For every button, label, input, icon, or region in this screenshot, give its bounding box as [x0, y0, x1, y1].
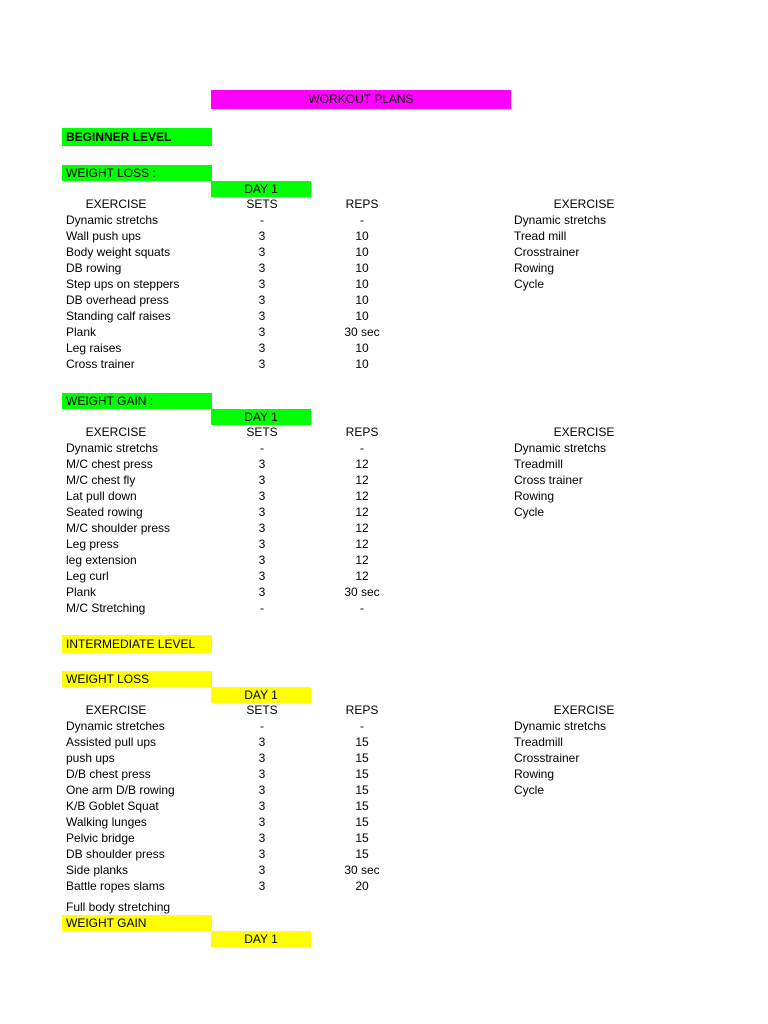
table-row [0, 831, 768, 847]
cardio-exercise: Treadmill [514, 457, 563, 471]
reps-value: 15 [355, 751, 369, 765]
sets-value: 3 [258, 831, 266, 845]
exercise-name: Seated rowing [66, 505, 143, 519]
reps-value: 10 [355, 341, 369, 355]
exercise-name: M/C chest fly [66, 473, 136, 487]
reps-value: 10 [355, 293, 369, 307]
table-row [0, 293, 768, 309]
table-row [0, 245, 768, 261]
exercise-name: M/C Stretching [66, 601, 146, 615]
sets-header: SETS [246, 425, 278, 439]
table-row [0, 457, 768, 473]
exercise-name: Body weight squats [66, 245, 171, 259]
exercise-name: Pelvic bridge [66, 831, 135, 845]
table-row [0, 325, 768, 341]
sets-value: 3 [258, 735, 266, 749]
cardio-exercise: Crosstrainer [514, 245, 580, 259]
sets-value: 3 [258, 309, 266, 323]
sets-value: 3 [258, 569, 266, 583]
cardio-exercise: Cycle [514, 783, 545, 797]
exercise-name: Dynamic stretchs [66, 213, 159, 227]
exercise-name: Plank [66, 585, 97, 599]
cardio-exercise: Crosstrainer [514, 751, 580, 765]
intermediate-weight-gain-day: DAY 1 [211, 931, 311, 947]
cardio-exercise: Dynamic stretchs [514, 441, 607, 455]
sets-value: 3 [258, 751, 266, 765]
reps-value: 12 [355, 457, 369, 471]
exercise-name: M/C chest press [66, 457, 153, 471]
table-row [0, 863, 768, 879]
reps-value: 12 [355, 505, 369, 519]
sets-value: 3 [258, 799, 266, 813]
reps-value: 15 [355, 831, 369, 845]
exercise-name: Leg press [66, 537, 119, 551]
reps-value: 15 [355, 847, 369, 861]
reps-header: REPS [345, 425, 379, 439]
sets-value: 3 [258, 277, 266, 291]
table-header [0, 425, 768, 441]
exercise-name: Lat pull down [66, 489, 137, 503]
table-row [0, 229, 768, 245]
intermediate-weight-loss-label: WEIGHT LOSS [62, 671, 212, 687]
intermediate-weight-loss-day: DAY 1 [211, 687, 311, 703]
reps-value: - [360, 213, 364, 227]
exercise-header: EXERCISE [85, 703, 147, 717]
exercise-name: Side planks [66, 863, 129, 877]
cardio-exercise: Tread mill [514, 229, 567, 243]
reps-value: 10 [355, 261, 369, 275]
exercise-name: Standing calf raises [66, 309, 171, 323]
table-row [0, 261, 768, 277]
table-row [0, 505, 768, 521]
cardio-exercise: Rowing [514, 767, 555, 781]
reps-value: 30 sec [344, 585, 380, 599]
beginner-weight-gain-label: WEIGHT GAIN : [62, 393, 212, 409]
reps-value: 10 [355, 277, 369, 291]
exercise-header: EXERCISE [85, 197, 147, 211]
reps-value: - [360, 601, 364, 615]
sets-value: - [260, 719, 264, 733]
table-row [0, 719, 768, 735]
sets-value: 3 [258, 553, 266, 567]
reps-value: 15 [355, 783, 369, 797]
sets-value: 3 [258, 783, 266, 797]
table-row [0, 489, 768, 505]
table-row [0, 277, 768, 293]
reps-value: 15 [355, 767, 369, 781]
reps-value: 15 [355, 735, 369, 749]
beginner-weight-gain-day: DAY 1 [211, 409, 311, 425]
exercise-name: leg extension [66, 553, 137, 567]
sets-header: SETS [246, 197, 278, 211]
exercise-name: Cross trainer [66, 357, 135, 371]
reps-value: 15 [355, 815, 369, 829]
beginner-weight-loss-day: DAY 1 [211, 181, 311, 197]
cardio-exercise: Cycle [514, 505, 545, 519]
sets-value: 3 [258, 457, 266, 471]
table-row [0, 309, 768, 325]
cardio-exercise: Cross trainer [514, 473, 583, 487]
reps-value: 12 [355, 473, 369, 487]
table-header [0, 703, 768, 719]
sets-value: 3 [258, 585, 266, 599]
cardio-exercise: Rowing [514, 261, 555, 275]
reps-value: 10 [355, 309, 369, 323]
exercise-name: Dynamic stretchs [66, 441, 159, 455]
sets-value: 3 [258, 537, 266, 551]
sets-value: 3 [258, 489, 266, 503]
exercise-name: Walking lunges [66, 815, 147, 829]
cardio-header: EXERCISE [553, 197, 615, 211]
exercise-name: Dynamic stretches [66, 719, 165, 733]
reps-value: 12 [355, 489, 369, 503]
reps-value: 12 [355, 569, 369, 583]
table-row [0, 213, 768, 229]
table-row [0, 569, 768, 585]
reps-value: 12 [355, 537, 369, 551]
table-row [0, 735, 768, 751]
sets-value: 3 [258, 229, 266, 243]
exercise-name: Leg curl [66, 569, 109, 583]
exercise-name: Step ups on steppers [66, 277, 180, 291]
sets-value: - [260, 441, 264, 455]
reps-value: 10 [355, 229, 369, 243]
sets-value: 3 [258, 815, 266, 829]
table-row [0, 341, 768, 357]
cardio-exercise: Dynamic stretchs [514, 719, 607, 733]
exercise-name: DB rowing [66, 261, 122, 275]
table-row [0, 879, 768, 895]
sets-value: 3 [258, 245, 266, 259]
reps-header: REPS [345, 703, 379, 717]
table-row [0, 751, 768, 767]
beginner-weight-loss-label: WEIGHT LOSS : [62, 165, 212, 181]
exercise-name: One arm D/B rowing [66, 783, 175, 797]
exercise-name: Wall push ups [66, 229, 141, 243]
table-row [0, 601, 768, 617]
sets-value: 3 [258, 521, 266, 535]
sets-value: 3 [258, 767, 266, 781]
exercise-header: EXERCISE [85, 425, 147, 439]
exercise-name: D/B chest press [66, 767, 151, 781]
cardio-header: EXERCISE [553, 425, 615, 439]
page-title: WORKOUT PLANS [211, 90, 511, 109]
table-row [0, 799, 768, 815]
exercise-name: M/C shoulder press [66, 521, 171, 535]
beginner-level-label: BEGINNER LEVEL [62, 128, 212, 146]
sets-value: - [260, 213, 264, 227]
reps-value: - [360, 441, 364, 455]
reps-value: 30 sec [344, 325, 380, 339]
sets-value: 3 [258, 473, 266, 487]
cardio-exercise: Dynamic stretchs [514, 213, 607, 227]
exercise-name: push ups [66, 751, 115, 765]
reps-value: 10 [355, 357, 369, 371]
exercise-name: Leg raises [66, 341, 122, 355]
sets-value: 3 [258, 341, 266, 355]
intermediate-level-label: INTERMEDIATE LEVEL [62, 635, 212, 653]
reps-value: 15 [355, 799, 369, 813]
table-header [0, 197, 768, 213]
reps-value: 12 [355, 521, 369, 535]
table-row [0, 767, 768, 783]
sets-value: 3 [258, 293, 266, 307]
table-row [0, 473, 768, 489]
reps-value: 30 sec [344, 863, 380, 877]
sets-value: 3 [258, 261, 266, 275]
exercise-name: DB shoulder press [66, 847, 165, 861]
exercise-name: Assisted pull ups [66, 735, 157, 749]
reps-value: 10 [355, 245, 369, 259]
sets-value: 3 [258, 325, 266, 339]
sets-value: 3 [258, 879, 266, 893]
exercise-name: DB overhead press [66, 293, 169, 307]
table-row [0, 783, 768, 799]
table-row [0, 357, 768, 373]
cardio-exercise: Rowing [514, 489, 555, 503]
sets-value: - [260, 601, 264, 615]
reps-header: REPS [345, 197, 379, 211]
table-row [0, 521, 768, 537]
cardio-exercise: Treadmill [514, 735, 563, 749]
closing-stretch: Full body stretching [66, 900, 171, 914]
table-row [0, 441, 768, 457]
reps-value: - [360, 719, 364, 733]
table-row [0, 553, 768, 569]
exercise-name: Battle ropes slams [66, 879, 165, 893]
cardio-header: EXERCISE [553, 703, 615, 717]
sets-value: 3 [258, 505, 266, 519]
table-row [0, 585, 768, 601]
reps-value: 20 [355, 879, 369, 893]
table-row [0, 847, 768, 863]
reps-value: 12 [355, 553, 369, 567]
sets-header: SETS [246, 703, 278, 717]
table-row [0, 537, 768, 553]
table-row [0, 815, 768, 831]
sets-value: 3 [258, 847, 266, 861]
intermediate-weight-gain-label: WEIGHT GAIN [62, 915, 212, 931]
cardio-exercise: Cycle [514, 277, 545, 291]
exercise-name: Plank [66, 325, 97, 339]
sets-value: 3 [258, 863, 266, 877]
sets-value: 3 [258, 357, 266, 371]
exercise-name: K/B Goblet Squat [66, 799, 159, 813]
